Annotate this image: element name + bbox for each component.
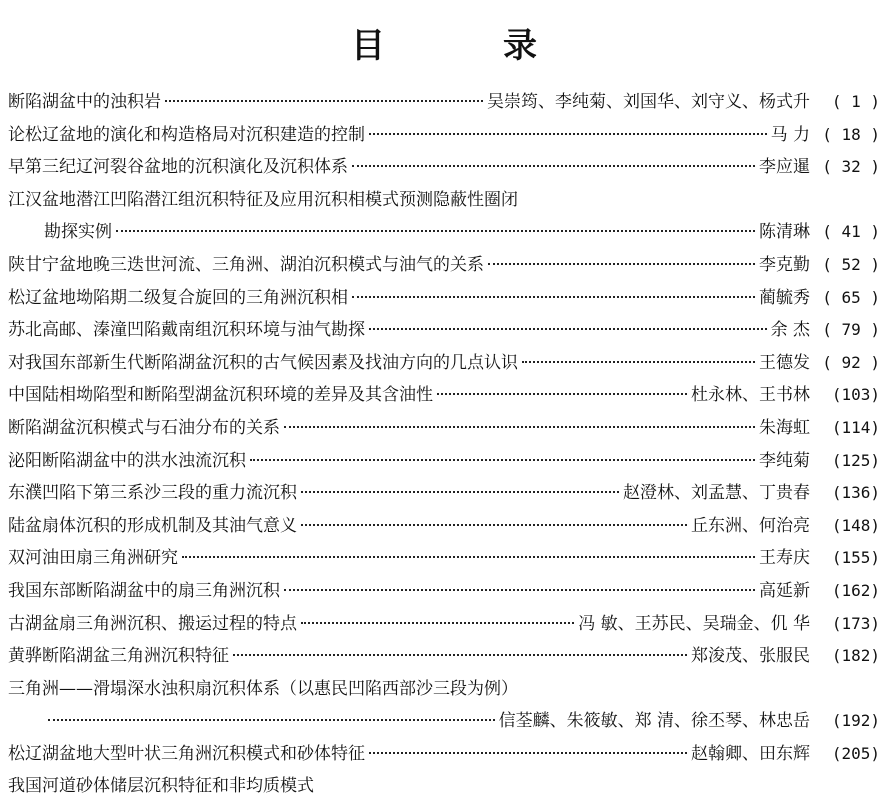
entry-page: ( 32 ) [822, 157, 880, 177]
dot-leader [437, 393, 687, 395]
dot-leader [48, 719, 495, 721]
entry-authors: 赵翰卿、田东辉 [691, 743, 810, 764]
toc-entry [8, 379, 880, 412]
entry-authors: 马 力 [770, 124, 810, 145]
dot-leader [488, 263, 755, 265]
dot-leader [301, 491, 619, 493]
entry-authors: 冯 敏、王苏民、吴瑞金、仉 华 [578, 613, 810, 634]
toc-entry [8, 542, 880, 575]
entry-title: 东濮凹陷下第三系沙三段的重力流沉积 [8, 483, 297, 504]
dot-leader [250, 459, 755, 461]
entry-title: 中国陆相坳陷型和断陷型湖盆沉积环境的差异及其含油性 [8, 385, 433, 406]
table-of-contents [8, 86, 880, 803]
entry-title: 我国东部断陷湖盆中的扇三角洲沉积 [8, 580, 280, 601]
entry-authors: 信荃麟、朱筱敏、郑 清、徐丕琴、林忠岳 [498, 711, 810, 732]
entry-authors: 陈清琳 [759, 222, 810, 243]
entry-authors: 杜永林、王书林 [691, 385, 810, 406]
entry-page: (136) [831, 483, 880, 503]
entry-title: 断陷湖盆中的浊积岩 [8, 92, 161, 112]
entry-authors: 王德发 [759, 352, 810, 373]
entry-authors: 李纯菊 [759, 450, 810, 471]
entry-authors: 李克勤 [759, 254, 810, 275]
entry-title: 江汉盆地潜江凹陷潜江组沉积特征及应用沉积相模式预测隐蔽性圈闭 [8, 189, 518, 210]
entry-title: 双河油田扇三角洲研究 [8, 548, 178, 569]
toc-entry [8, 673, 880, 706]
dot-leader [233, 654, 687, 656]
entry-page: (114) [831, 417, 880, 437]
entry-title: 三角洲——滑塌深水浊积扇沉积体系（以惠民凹陷西部沙三段为例） [8, 678, 518, 699]
toc-entry [8, 151, 880, 184]
toc-entry [8, 412, 880, 445]
toc-entry-continuation [8, 216, 880, 249]
entry-title: 苏北高邮、溱潼凹陷戴南组沉积环境与油气勘探 [8, 320, 365, 341]
toc-entry [8, 608, 880, 641]
toc-entry [8, 314, 880, 347]
dot-leader [301, 622, 574, 624]
entry-title: 断陷湖盆沉积模式与石油分布的关系 [8, 417, 280, 438]
entry-title: 勘探实例 [44, 222, 112, 243]
entry-page: (205) [831, 743, 880, 763]
entry-page: (173) [831, 613, 880, 633]
entry-title: 黄骅断陷湖盆三角洲沉积特征 [8, 646, 229, 667]
entry-title: 古湖盆扇三角洲沉积、搬运过程的特点 [8, 613, 297, 634]
entry-title: 陕甘宁盆地晚三迭世河流、三角洲、湖泊沉积模式与油气的关系 [8, 254, 484, 275]
entry-authors: 丘东洲、何治亮 [691, 515, 810, 536]
entry-page: (103) [831, 385, 880, 405]
entry-page: ( 41 ) [822, 222, 880, 242]
entry-authors: 朱海虹 [759, 417, 810, 438]
toc-entry [8, 770, 880, 803]
dot-leader [369, 133, 767, 135]
entry-authors: 吴崇筠、李纯菊、刘国华、刘守义、杨式升 [487, 92, 810, 112]
entry-authors: 赵澄林、刘孟慧、丁贵春 [623, 483, 810, 504]
dot-leader [165, 100, 483, 102]
toc-entry [8, 575, 880, 608]
toc-entry-continuation [8, 705, 880, 738]
entry-page: ( 52 ) [822, 254, 880, 274]
dot-leader [522, 361, 755, 363]
toc-entry [8, 738, 880, 771]
entry-page: ( 92 ) [822, 352, 880, 372]
entry-page: (182) [831, 646, 880, 666]
toc-entry [8, 347, 880, 380]
toc-entry [8, 184, 880, 217]
entry-page: (155) [831, 548, 880, 568]
entry-page: (192) [831, 711, 880, 731]
entry-title: 泌阳断陷湖盆中的洪水浊流沉积 [8, 450, 246, 471]
toc-entry [8, 445, 880, 478]
entry-title: 松辽湖盆地大型叶状三角洲沉积模式和砂体特征 [8, 743, 365, 764]
dot-leader [369, 328, 767, 330]
entry-title: 早第三纪辽河裂谷盆地的沉积演化及沉积体系 [8, 157, 348, 178]
dot-leader [352, 165, 755, 167]
entry-title: 陆盆扇体沉积的形成机制及其油气意义 [8, 515, 297, 536]
entry-page: ( 18 ) [822, 124, 880, 144]
entry-authors: 王寿庆 [759, 548, 810, 569]
dot-leader [182, 556, 755, 558]
entry-page: (162) [831, 580, 880, 600]
toc-entry [8, 282, 880, 315]
entry-page: ( 1 ) [831, 92, 880, 111]
toc-entry [8, 640, 880, 673]
entry-page: ( 65 ) [822, 287, 880, 307]
entry-title: 论松辽盆地的演化和构造格局对沉积建造的控制 [8, 124, 365, 145]
entry-title: 松辽盆地坳陷期二级复合旋回的三角洲沉积相 [8, 287, 348, 308]
dot-leader [116, 230, 755, 232]
toc-entry [8, 510, 880, 543]
entry-authors: 郑浚茂、张服民 [691, 646, 810, 667]
entry-title: 我国河道砂体储层沉积特征和非均质模式 [8, 776, 314, 797]
entry-authors: 余 杰 [770, 320, 810, 341]
entry-page: (148) [831, 515, 880, 535]
entry-page: ( 79 ) [822, 320, 880, 340]
dot-leader [369, 752, 687, 754]
dot-leader [284, 589, 755, 591]
entry-page: (125) [831, 450, 880, 470]
entry-title: 对我国东部新生代断陷湖盆沉积的古气候因素及找油方向的几点认识 [8, 352, 518, 373]
toc-entry [8, 86, 880, 119]
toc-entry [8, 119, 880, 152]
dot-leader [284, 426, 755, 428]
dot-leader [301, 524, 687, 526]
toc-entry [8, 249, 880, 282]
page-title: 目 录 [351, 26, 579, 66]
entry-authors: 高延新 [759, 580, 810, 601]
dot-leader [352, 296, 755, 298]
toc-entry [8, 477, 880, 510]
entry-authors: 蔺毓秀 [759, 287, 810, 308]
entry-authors: 李应暹 [759, 157, 810, 178]
